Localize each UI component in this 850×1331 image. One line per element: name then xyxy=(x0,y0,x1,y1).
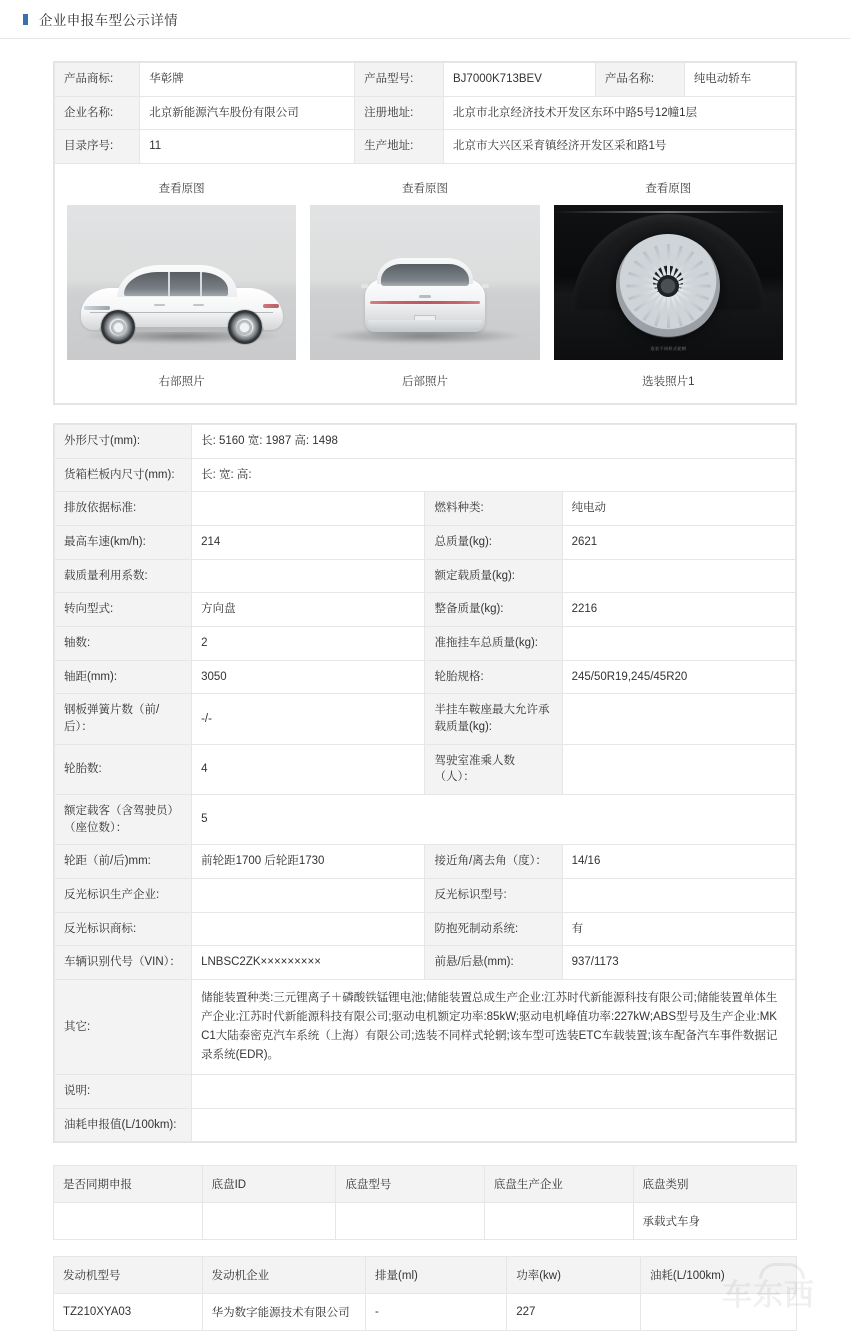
value-production-address: 北京市大兴区采育镇经济开发区采和路1号 xyxy=(444,130,796,164)
table-header-row xyxy=(54,1257,797,1294)
chassis-header-manufacturer: 底盘生产企业 xyxy=(484,1166,633,1203)
table-row xyxy=(55,130,796,164)
value-axle-count: 2 xyxy=(192,627,425,661)
engine-table xyxy=(53,1256,797,1331)
label-abs: 防抱死制动系统: xyxy=(425,912,562,946)
label-registered-address: 注册地址: xyxy=(355,96,444,130)
label-cab-occupants: 驾驶室准乘人数（人）： xyxy=(425,744,562,794)
value-emission-standard xyxy=(192,492,425,526)
table-row xyxy=(55,96,796,130)
photo-caption-option-1: 选装照片1 xyxy=(642,376,695,389)
label-track-width: 轮距（前/后)mm: xyxy=(55,845,192,879)
label-product-model: 产品型号: xyxy=(355,63,444,97)
value-cargo-box-dimensions: 长: 宽: 高: xyxy=(192,458,796,492)
table-row xyxy=(55,425,796,459)
value-abs: 有 xyxy=(562,912,795,946)
table-row xyxy=(55,1108,796,1142)
label-production-address: 生产地址: xyxy=(355,130,444,164)
label-remark: 说明: xyxy=(55,1074,192,1108)
value-tire-spec: 245/50R19,245/45R20 xyxy=(562,660,795,694)
view-original-link-2[interactable]: 查看原图 xyxy=(401,183,448,196)
engine-cell-displacement: - xyxy=(366,1294,507,1331)
value-other: 储能装置种类:三元锂离子＋磷酸铁锰锂电池;储能装置总成生产企业:江苏时代新能源科技有限公司;储能装置单体生产企业:江苏时代新能源科技有限公司;驱动电机额定功率:85kW;驱动电机峰值功率:227kW;ABS型号及生产企业:MK C1大陆泰密克汽车系统（上海）有限公司;选装不同样式轮辋;该车型可选装ETC车载装置;该车配备汽车事件数据记录系统(EDR)。 xyxy=(192,980,796,1075)
engine-cell-model: TZ210XYA03 xyxy=(54,1294,203,1331)
chassis-header-id: 底盘ID xyxy=(202,1166,336,1203)
value-product-model: BJ7000K713BEV xyxy=(444,63,596,97)
value-tire-count: 4 xyxy=(192,744,425,794)
label-seating-capacity: 额定载客（含驾驶员）（座位数）： xyxy=(55,795,192,845)
label-wheelbase: 轴距(mm): xyxy=(55,660,192,694)
view-original-link-1[interactable]: 查看原图 xyxy=(158,183,205,196)
engine-cell-power: 227 xyxy=(507,1294,641,1331)
value-curb-mass: 2216 xyxy=(562,593,795,627)
photo-caption-side: 右部照片 xyxy=(158,376,205,389)
photo-caption-rear: 后部照片 xyxy=(401,376,448,389)
label-approach-departure-angle: 接近角/离去角（度）： xyxy=(425,845,562,879)
label-load-utilization: 载质量利用系数: xyxy=(55,559,192,593)
table-row xyxy=(55,912,796,946)
table-row xyxy=(55,694,796,744)
label-reflector-manufacturer: 反光标识生产企业: xyxy=(55,879,192,913)
table-row xyxy=(55,879,796,913)
label-gross-mass: 总质量(kg): xyxy=(425,526,562,560)
table-row xyxy=(54,1203,797,1240)
chassis-cell-model xyxy=(336,1203,485,1240)
value-reflector-brand xyxy=(192,912,425,946)
table-row xyxy=(55,559,796,593)
engine-cell-fuel-consumption xyxy=(640,1294,796,1331)
label-catalog-number: 目录序号: xyxy=(55,130,140,164)
label-company-name: 企业名称: xyxy=(55,96,140,130)
label-trailer-gross-mass: 准拖挂车总质量(kg): xyxy=(425,627,562,661)
value-fuel-type: 纯电动 xyxy=(562,492,795,526)
photo-gallery xyxy=(54,164,796,404)
photo-item-side xyxy=(67,180,296,389)
label-reflector-brand: 反光标识商标: xyxy=(55,912,192,946)
table-row xyxy=(55,845,796,879)
page-header xyxy=(0,0,850,39)
engine-header-fuel-consumption: 油耗(L/100km) xyxy=(640,1257,796,1294)
vehicle-photo-rear[interactable] xyxy=(310,205,539,360)
table-row xyxy=(55,660,796,694)
label-product-name: 产品名称: xyxy=(595,63,684,97)
value-remark xyxy=(192,1074,796,1108)
table-row xyxy=(55,63,796,97)
value-catalog-number: 11 xyxy=(140,130,355,164)
table-row xyxy=(55,946,796,980)
specification-table xyxy=(54,424,796,1142)
label-max-speed: 最高车速(km/h): xyxy=(55,526,192,560)
label-cargo-box-dimensions: 货箱栏板内尺寸(mm): xyxy=(55,458,192,492)
value-load-utilization xyxy=(192,559,425,593)
vehicle-photo-wheel[interactable] xyxy=(554,205,783,360)
chassis-header-category: 底盘类别 xyxy=(633,1166,796,1203)
value-trailer-gross-mass xyxy=(562,627,795,661)
table-row xyxy=(55,458,796,492)
value-cab-occupants xyxy=(562,744,795,794)
chassis-header-model: 底盘型号 xyxy=(336,1166,485,1203)
label-semitrailer-saddle-mass: 半挂车鞍座最大允许承载质量(kg): xyxy=(425,694,562,744)
label-rated-load-mass: 额定载质量(kg): xyxy=(425,559,562,593)
value-registered-address: 北京市北京经济技术开发区东环中路5号12幢1层 xyxy=(444,96,796,130)
label-fuel-type: 燃料种类: xyxy=(425,492,562,526)
label-reflector-model: 反光标识型号: xyxy=(425,879,562,913)
value-reflector-manufacturer xyxy=(192,879,425,913)
chassis-cell-category: 承载式车身 xyxy=(633,1203,796,1240)
table-row xyxy=(55,795,796,845)
value-gross-mass: 2621 xyxy=(562,526,795,560)
table-row xyxy=(55,526,796,560)
value-track-width: 前轮距1700 后轮距1730 xyxy=(192,845,425,879)
view-original-link-3[interactable]: 查看原图 xyxy=(645,183,692,196)
engine-header-displacement: 排量(ml) xyxy=(366,1257,507,1294)
label-dimensions: 外形尺寸(mm): xyxy=(55,425,192,459)
table-row xyxy=(55,744,796,794)
table-row xyxy=(55,593,796,627)
value-overhang: 937/1173 xyxy=(562,946,795,980)
value-dimensions: 长: 5160 宽: 1987 高: 1498 xyxy=(192,425,796,459)
engine-header-model: 发动机型号 xyxy=(54,1257,203,1294)
vehicle-photo-side[interactable] xyxy=(67,205,296,360)
engine-header-power: 功率(kw) xyxy=(507,1257,641,1294)
chassis-table xyxy=(53,1165,797,1240)
value-vin: LNBSC2ZK××××××××× xyxy=(192,946,425,980)
label-tire-spec: 轮胎规格: xyxy=(425,660,562,694)
specification-card xyxy=(53,423,797,1143)
label-tire-count: 轮胎数: xyxy=(55,744,192,794)
label-curb-mass: 整备质量(kg): xyxy=(425,593,562,627)
engine-header-manufacturer: 发动机企业 xyxy=(202,1257,365,1294)
label-vin: 车辆识别代号（VIN）： xyxy=(55,946,192,980)
value-wheelbase: 3050 xyxy=(192,660,425,694)
value-max-speed: 214 xyxy=(192,526,425,560)
engine-cell-manufacturer: 华为数字能源技术有限公司 xyxy=(202,1294,365,1331)
table-row xyxy=(55,980,796,1075)
value-product-name: 纯电动轿车 xyxy=(684,63,795,97)
photo-item-rear xyxy=(310,180,539,389)
label-axle-count: 轴数: xyxy=(55,627,192,661)
document-icon xyxy=(21,14,30,25)
table-row xyxy=(54,1294,797,1331)
value-product-brand: 华彰牌 xyxy=(140,63,355,97)
chassis-cell-manufacturer xyxy=(484,1203,633,1240)
label-product-brand: 产品商标: xyxy=(55,63,140,97)
table-row xyxy=(55,1074,796,1108)
label-overhang: 前悬/后悬(mm): xyxy=(425,946,562,980)
label-fuel-consumption-declared: 油耗申报值(L/100km): xyxy=(55,1108,192,1142)
table-row xyxy=(55,627,796,661)
chassis-header-same-period: 是否同期申报 xyxy=(54,1166,203,1203)
label-leaf-spring-count: 钢板弹簧片数（前/后）： xyxy=(55,694,192,744)
chassis-cell-id xyxy=(202,1203,336,1240)
label-emission-standard: 排放依据标准: xyxy=(55,492,192,526)
value-fuel-consumption-declared xyxy=(192,1108,796,1142)
label-steering-type: 转向型式: xyxy=(55,593,192,627)
chassis-cell-same-period xyxy=(54,1203,203,1240)
value-reflector-model xyxy=(562,879,795,913)
label-other: 其它: xyxy=(55,980,192,1075)
product-info-table xyxy=(54,62,796,164)
value-company-name: 北京新能源汽车股份有限公司 xyxy=(140,96,355,130)
value-rated-load-mass xyxy=(562,559,795,593)
value-steering-type: 方向盘 xyxy=(192,593,425,627)
value-seating-capacity: 5 xyxy=(192,795,796,845)
value-leaf-spring-count: -/- xyxy=(192,694,425,744)
value-approach-departure-angle: 14/16 xyxy=(562,845,795,879)
photo-embedded-caption: 选装不同样式轮辋 xyxy=(650,346,687,352)
table-header-row xyxy=(54,1166,797,1203)
product-info-card xyxy=(53,61,797,405)
value-semitrailer-saddle-mass xyxy=(562,694,795,744)
photo-item-option-1 xyxy=(554,180,783,389)
table-row xyxy=(55,492,796,526)
page-title: 企业申报车型公示详情 xyxy=(39,13,178,28)
